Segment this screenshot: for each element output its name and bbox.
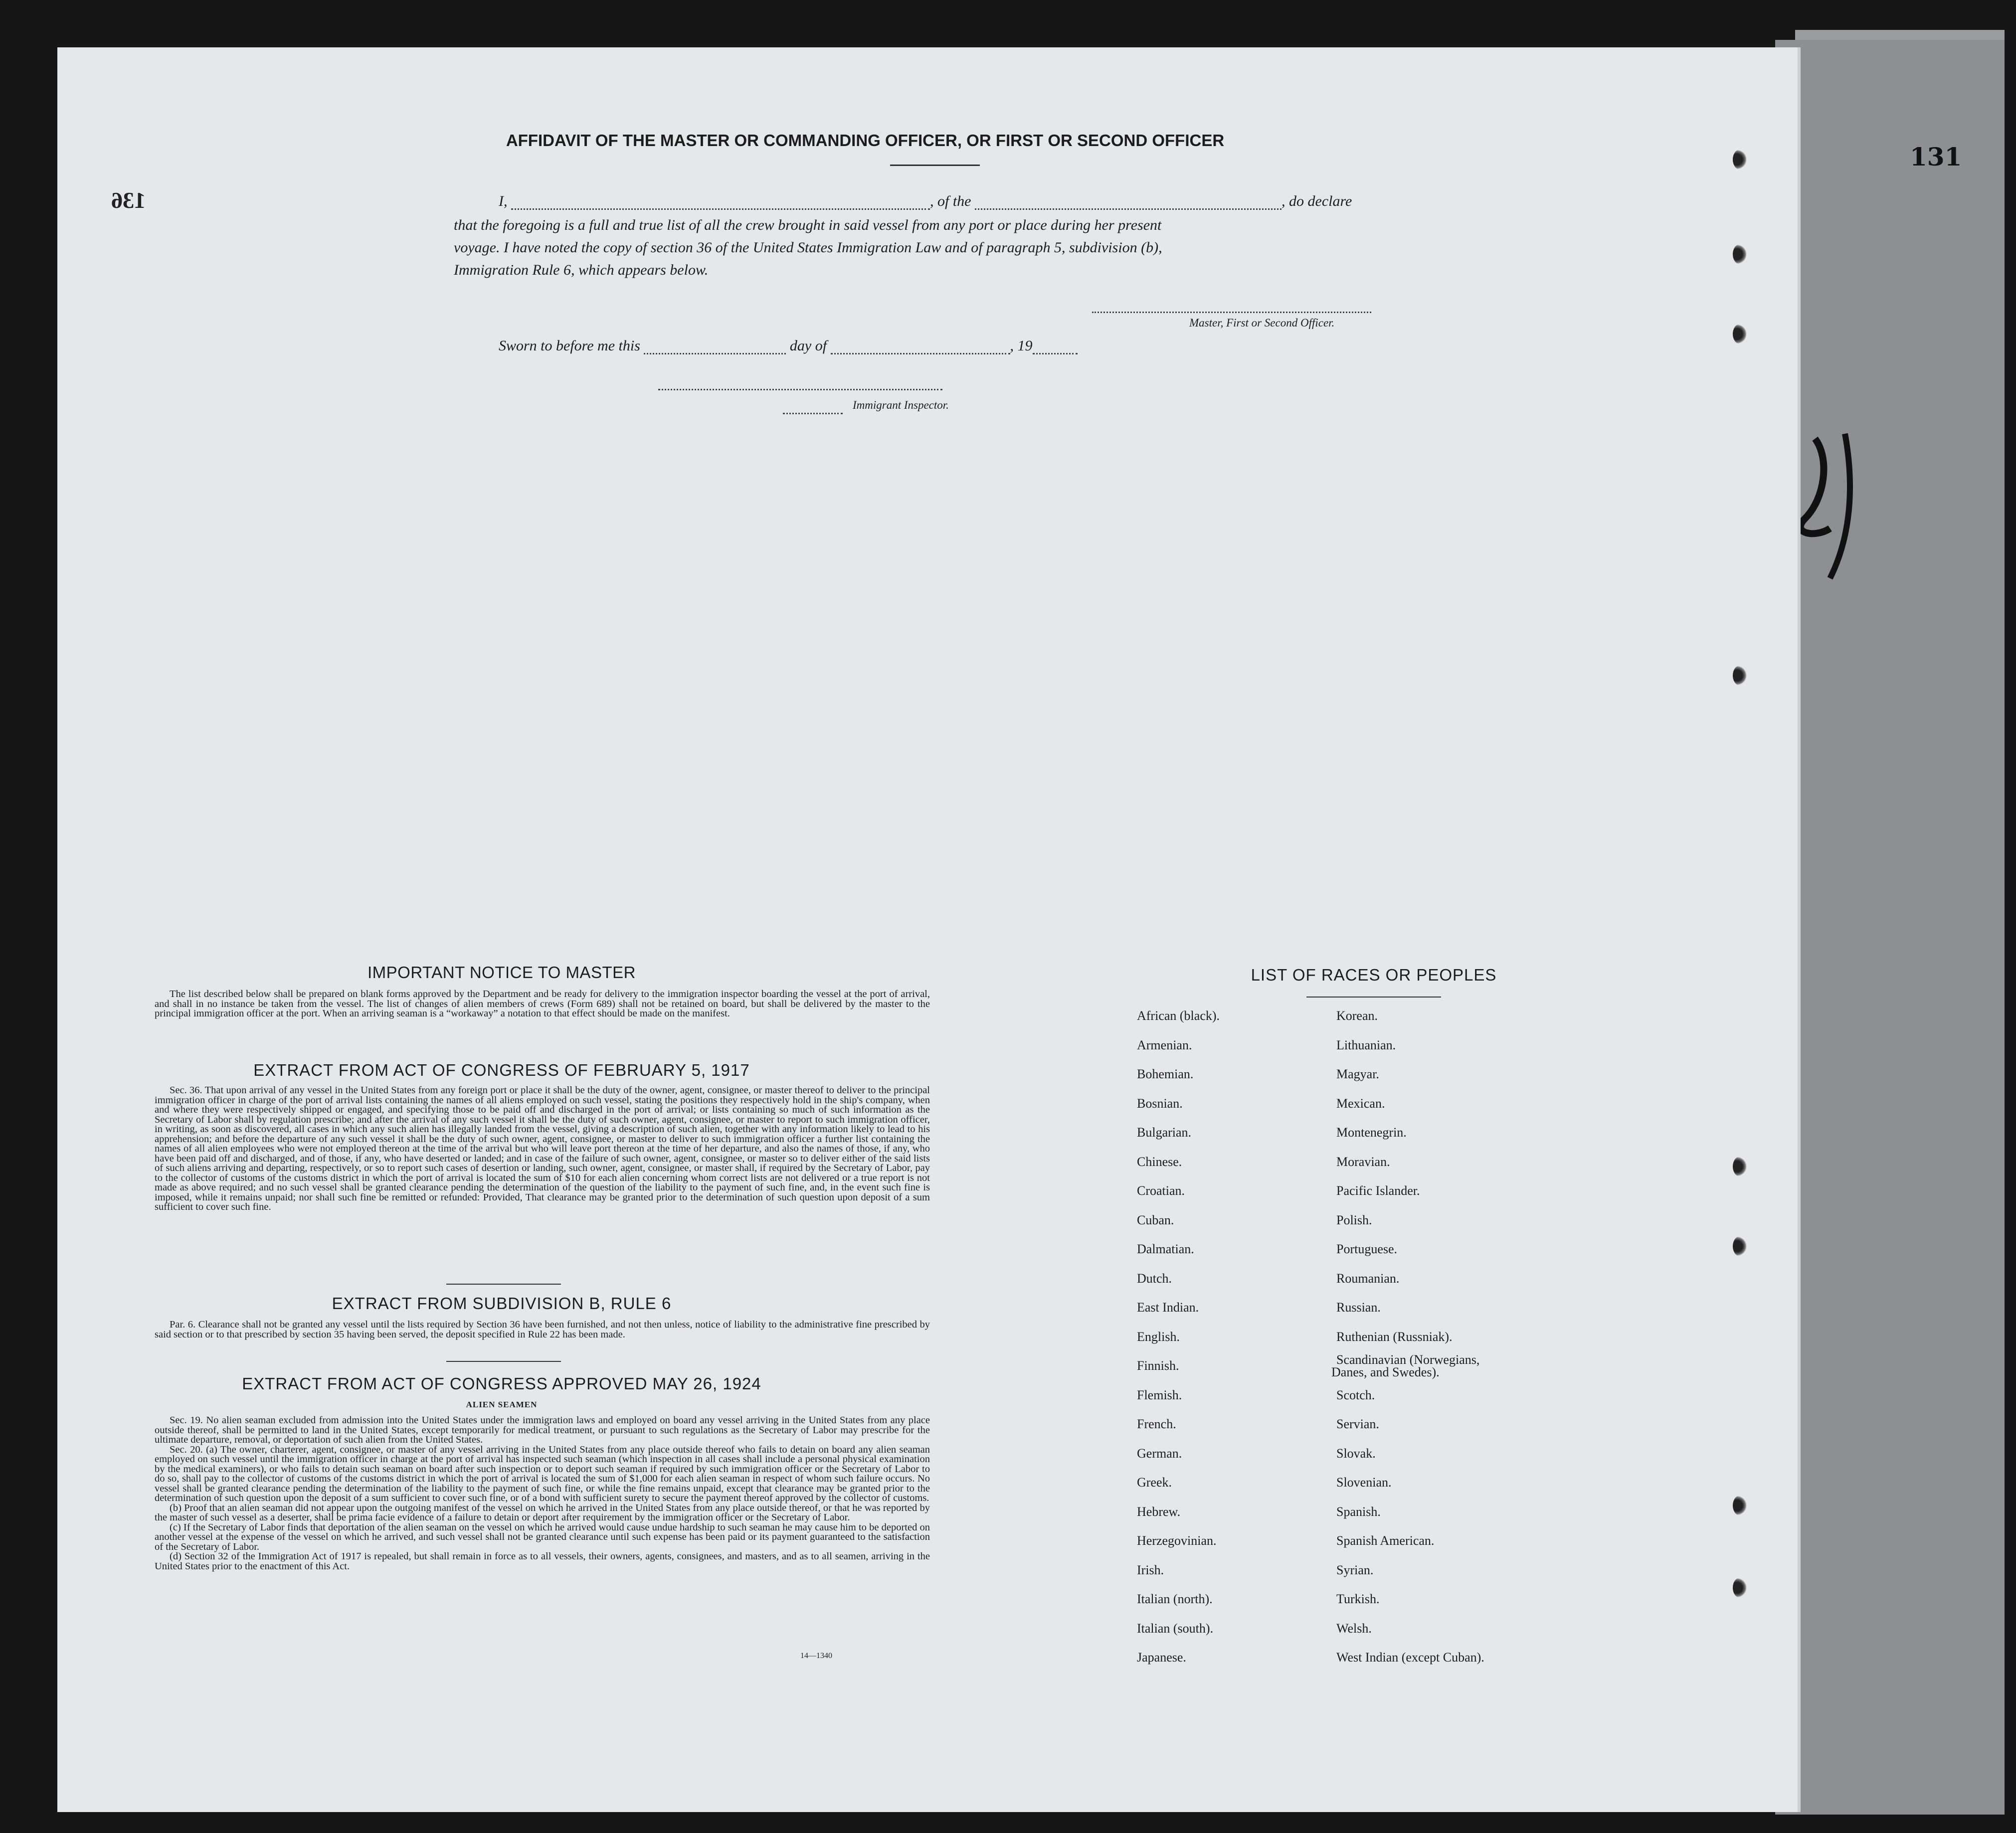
race-item: Servian. xyxy=(1336,1417,1379,1431)
sworn-day-field[interactable] xyxy=(644,338,786,354)
binder-hole xyxy=(1733,1578,1747,1598)
race-item: Russian. xyxy=(1336,1300,1381,1315)
day-of-label: day of xyxy=(789,337,827,354)
scandinavian-continuation: Danes, and Swedes). xyxy=(1331,1365,1440,1379)
race-item: Pacific Islander. xyxy=(1336,1183,1420,1198)
race-item: Bohemian. xyxy=(1137,1067,1194,1081)
alien-seamen-subtitle: ALIEN SEAMEN xyxy=(466,1400,538,1409)
affidavit-line2: that the foregoing is a full and true list of all the crew brought in said vessel from any port or place during her present xyxy=(454,217,1162,233)
i-label: I, xyxy=(499,193,508,209)
race-item: English. xyxy=(1137,1329,1180,1344)
race-item: Cuban. xyxy=(1137,1212,1174,1227)
declarant-name-field[interactable] xyxy=(511,193,930,210)
binder-hole xyxy=(1733,324,1747,344)
race-item: Bosnian. xyxy=(1137,1096,1183,1111)
race-item: Turkish. xyxy=(1336,1592,1380,1606)
race-item: Montenegrin. xyxy=(1336,1125,1407,1140)
race-item: Hebrew. xyxy=(1137,1504,1181,1519)
race-item: Roumanian. xyxy=(1336,1271,1400,1286)
sec-20b-para: (b) Proof that an alien seaman did not appear upon the outgoing manifest of the vessel on which he arrived in the United States from any place outside thereof, or that he was reported by the master of such vessel as a deserter, shall be prima facie evidence of a failure to detain or deport after requirement by the immigration officer or the Secretary of Labor. xyxy=(155,1502,930,1523)
race-item: Spanish. xyxy=(1336,1504,1381,1519)
sec-20a-para: Sec. 20. (a) The owner, charterer, agent, consignee, or master of any vessel arriving in the United States from any place outside thereof who fails to detain on board any alien seaman employed on such vessel until the immigration officer in charge at the port of arrival has inspected such seaman (which inspection in all cases shall include a personal physical examination by the medical examiners), or who fails to detain such seaman on board after such inspection or to deport such seaman if required by such immigration officer or the Secretary of Labor to do so, shall pay to the collector of customs of the customs district in which the port of arrival is located the sum of $1,000 for each alien seaman in respect of whom such failure occurs. No vessel shall be granted clearance pending the determination of the liability to the payment of such fine, or while the fine remains unpaid, except that clearance may be granted prior to the determination of such question upon the deposit of a sum sufficient to cover such fine, or of a bond with sufficient surety to secure the payment thereof approved by the collector of customs. xyxy=(155,1444,930,1503)
race-item: Ruthenian (Russniak). xyxy=(1336,1329,1453,1344)
master-signature-line[interactable] xyxy=(1092,312,1371,313)
inspector-signature-line[interactable] xyxy=(658,389,942,390)
race-item: Korean. xyxy=(1336,1008,1378,1023)
races-title-rule xyxy=(1306,997,1441,998)
race-item: Finnish. xyxy=(1137,1358,1179,1373)
extract-1917-title: EXTRACT FROM ACT OF CONGRESS OF FEBRUARY 5, 1917 xyxy=(253,1061,750,1079)
sworn-year-field[interactable] xyxy=(1033,338,1078,354)
race-item: Magyar. xyxy=(1336,1067,1379,1081)
binder-hole xyxy=(1733,150,1747,169)
race-item: Slovak. xyxy=(1336,1446,1376,1461)
document-page xyxy=(57,47,1798,1812)
subdivision-text: Par. 6. Clearance shall not be granted any vessel until the lists required by Section 36 have been furnished, and not then unless, notice of liability to the administrative fine prescribed by said section or to that prescribed by section 35 having been served, the deposit specified in Rule 22 has been made. xyxy=(155,1319,930,1340)
race-item: Chinese. xyxy=(1137,1154,1182,1169)
race-item: Slovenian. xyxy=(1336,1475,1392,1490)
page-number: 131 xyxy=(1910,142,1962,171)
of-the-label: , of the xyxy=(930,193,971,209)
master-label: Master, First or Second Officer. xyxy=(1189,317,1335,329)
inspector-label: Immigrant Inspector. xyxy=(853,399,949,411)
race-item: Flemish. xyxy=(1137,1387,1182,1402)
sec-19-para: Sec. 19. No alien seaman excluded from admission into the United States under the immigration laws and employed on board any vessel arriving in the United States from any place outside thereof, shall be permitted to land in the United States, except temporarily for medical treatment, or pursuant to such regulations as the Secretary of Labor may prescribe for the ultimate departure, removal, or deportation of such alien from the United States. xyxy=(155,1415,930,1445)
race-item: African (black). xyxy=(1137,1008,1220,1023)
binder-hole xyxy=(1733,1157,1747,1176)
vessel-name-field[interactable] xyxy=(975,193,1282,210)
race-item: Greek. xyxy=(1137,1475,1172,1490)
sec-20d-para: (d) Section 32 of the Immigration Act of 1917 is repealed, but shall remain in force as to all vessels, their owners, agents, consignees, and masters, and as to all seamen, arriving in the United States prior to the enactment of this Act. xyxy=(155,1551,930,1572)
extract-1924-text xyxy=(155,1416,930,1571)
race-item: Dutch. xyxy=(1137,1271,1172,1286)
race-item: Scotch. xyxy=(1336,1387,1375,1402)
race-item: Mexican. xyxy=(1336,1096,1385,1111)
affidavit-line1 xyxy=(499,193,1471,210)
affidavit-title: AFFIDAVIT OF THE MASTER OR COMMANDING OFFICER, OR FIRST OR SECOND OFFICER xyxy=(506,131,1225,150)
notice-title: IMPORTANT NOTICE TO MASTER xyxy=(367,963,636,982)
race-item: Scandinavian (Norwegians, xyxy=(1336,1352,1480,1367)
race-item: Polish. xyxy=(1336,1212,1372,1227)
binder-hole xyxy=(1733,1496,1747,1515)
race-item: Syrian. xyxy=(1336,1562,1374,1577)
races-title: LIST OF RACES OR PEOPLES xyxy=(1251,966,1497,984)
notice-text: The list described below shall be prepared on blank forms approved by the Department and be ready for delivery to the immigration inspector boarding the vessel at the port of arrival, and shall in no instance be taken from the vessel. The list of changes of alien members of crews (Form 689) shall not be retained on board, but shall be delivered by the master to the principal immigration officer at the port. When an arriving seaman is a “workaway” a notation to that effect should be made on the manifest. xyxy=(155,989,930,1019)
extract-1917-text: Sec. 36. That upon arrival of any vessel in the United States from any foreign port or place it shall be the duty of the owner, agent, consignee, or master thereof to deliver to the principal immigration officer in charge of the port of arrival lists containing the names of all aliens employed on such vessel, stating the positions they respectively hold in the ship's company, when and where they were respectively shipped or engaged, and specifying those to be paid off and discharged in the port of arrival; or lists containing so much of such information as the Secretary of Labor shall by regulation prescribe; and after the arrival of any such vessel it shall be the duty of such owner, agent, consignee, or master to report to such immigration officer, in writing, as soon as discovered, all cases in which any such alien has illegally landed from the vessel, giving a description of such alien, together with any information likely to lead to his apprehension; and before the departure of any such vessel it shall be the duty of such owner, agent, consignee, or master to deliver to such immigration officer a further list containing the names of all alien employees who were not employed thereon at the time of the arrival but who will leave port thereon at the time of her departure, and also the names of those, if any, who have been paid off and discharged, and of those, if any, who have deserted or landed; and in case of the failure of such owner, agent, consignee, or master so to deliver either of the said lists of such aliens arriving and departing, respectively, or so to report such cases of desertion or landing, such owner, agent, consignee, or master shall, if required by the Secretary of Labor, pay to the collector of customs of the customs district in which the port of arrival is located the sum of $10 for each alien concerning whom correct lists are not delivered or a true report is not made as above required; and no such vessel shall be granted clearance pending the determination of the question of the liability to the payment of such fine, and, in the event such fine is imposed, while it remains unpaid; nor shall such fine be remitted or refunded: Provided, That clearance may be granted prior to the determination of such question upon deposit of a sum sufficient to cover such fine. xyxy=(155,1085,930,1212)
race-item: Croatian. xyxy=(1137,1183,1185,1198)
race-item: East Indian. xyxy=(1137,1300,1199,1315)
race-item: Dalmatian. xyxy=(1137,1242,1194,1256)
race-item: Portuguese. xyxy=(1336,1242,1398,1256)
race-item: Lithuanian. xyxy=(1336,1037,1396,1052)
form-code: 14—1340 xyxy=(800,1652,832,1660)
title-rule xyxy=(890,165,980,166)
race-item: Italian (south). xyxy=(1137,1621,1214,1636)
binder-hole xyxy=(1733,666,1747,685)
race-item: Irish. xyxy=(1137,1562,1164,1577)
race-item: Japanese. xyxy=(1137,1650,1186,1665)
race-item: Herzegovinian. xyxy=(1137,1533,1217,1548)
sworn-month-field[interactable] xyxy=(831,338,1010,354)
race-item: West Indian (except Cuban). xyxy=(1336,1650,1484,1665)
binder-hole xyxy=(1733,244,1747,264)
back-sheet-edge xyxy=(1775,40,2005,1815)
race-item: Armenian. xyxy=(1137,1037,1192,1052)
race-item: German. xyxy=(1137,1446,1182,1461)
do-declare-label: , do declare xyxy=(1282,193,1352,209)
sworn-line xyxy=(499,337,1078,354)
race-item: French. xyxy=(1137,1417,1176,1431)
inspector-short-line xyxy=(783,413,843,414)
race-item: Bulgarian. xyxy=(1137,1125,1192,1140)
binder-hole xyxy=(1733,1236,1747,1256)
race-item: Moravian. xyxy=(1336,1154,1390,1169)
extract-1924-title: EXTRACT FROM ACT OF CONGRESS APPROVED MAY 26, 1924 xyxy=(242,1374,761,1393)
sworn-label: Sworn to before me this xyxy=(499,337,640,354)
affidavit-line3: voyage. I have noted the copy of section 36 of the United States Immigration Law and of paragraph 5, subdivision (b), xyxy=(454,239,1162,256)
race-item: Italian (north). xyxy=(1137,1592,1213,1606)
subdivision-title: EXTRACT FROM SUBDIVISION B, RULE 6 xyxy=(332,1294,672,1313)
divider-2 xyxy=(446,1361,561,1362)
race-item: Welsh. xyxy=(1336,1621,1372,1636)
year-label: , 19 xyxy=(1010,337,1033,354)
race-item: Spanish American. xyxy=(1336,1533,1435,1548)
divider-1 xyxy=(446,1284,561,1285)
stamp-number: 136 xyxy=(111,187,146,213)
sec-20c-para: (c) If the Secretary of Labor finds that deportation of the alien seaman on the vessel on which he arrived would cause undue hardship to such seaman he may cause him to be deported on another vessel at the expense of the vessel on which he arrived, and such vessel shall not be granted clearance until such expense has been paid or its payment guaranteed to the satisfaction of the Secretary of Labor. xyxy=(155,1521,930,1552)
affidavit-line4: Immigration Rule 6, which appears below. xyxy=(454,262,709,278)
